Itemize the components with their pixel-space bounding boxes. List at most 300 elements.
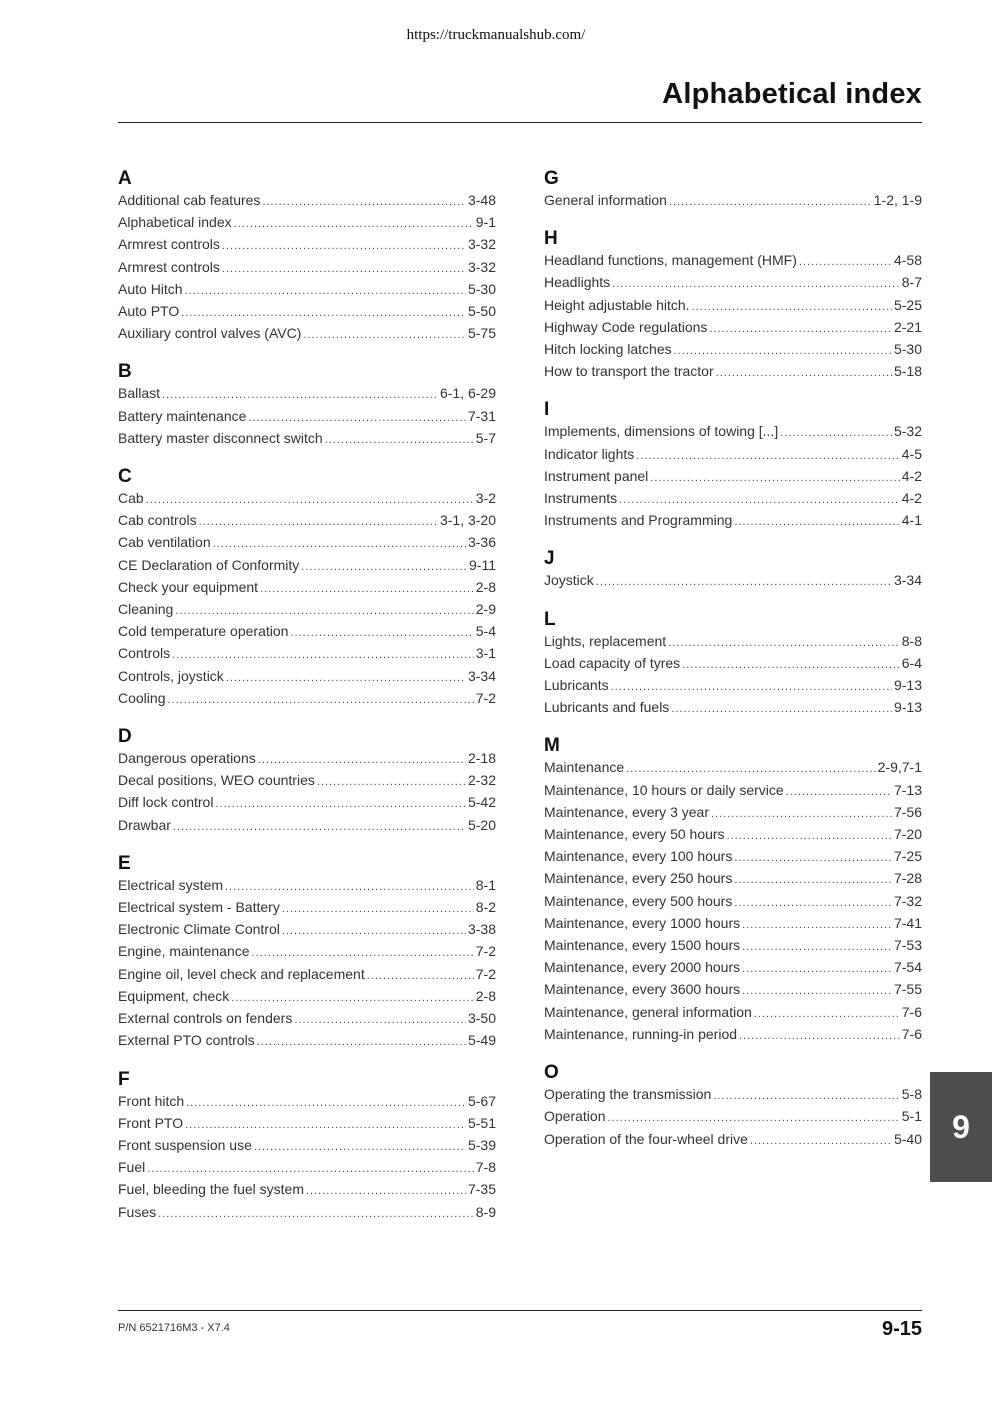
entry-label: Engine oil, level check and replacement	[118, 965, 365, 982]
dot-leader	[282, 899, 474, 919]
dot-leader	[716, 363, 892, 383]
entry-label: Equipment, check	[118, 987, 230, 1004]
entry-page: 5-32	[893, 423, 922, 440]
entry-page: 8-1	[475, 876, 496, 893]
dot-leader	[692, 297, 892, 317]
entry-label: Front hitch	[118, 1092, 185, 1109]
dot-leader	[727, 826, 892, 846]
entry-label: Highway Code regulations	[544, 318, 708, 335]
entry-label: Operation	[544, 1108, 606, 1125]
index-section-o	[544, 1062, 922, 1151]
dot-leader	[742, 937, 892, 957]
entry-page: 7-28	[893, 870, 922, 887]
entry-page: 7-6	[901, 1003, 922, 1020]
index-entry[interactable]	[544, 957, 922, 979]
entry-page: 7-2	[475, 943, 496, 960]
entry-page: 3-34	[467, 667, 496, 684]
index-entry[interactable]	[118, 621, 496, 643]
entry-page: 5-8	[901, 1086, 922, 1103]
entry-label: Instruments and Programming	[544, 512, 733, 529]
entry-page: 2-32	[467, 772, 496, 789]
section-letter: F	[118, 1068, 130, 1090]
index-entry[interactable]	[118, 748, 496, 770]
header-divider	[118, 122, 922, 123]
dot-leader	[611, 677, 892, 697]
entry-label: Operating the transmission	[544, 1086, 712, 1103]
index-entry[interactable]	[118, 279, 496, 301]
section-letter: M	[544, 735, 560, 757]
dot-leader	[222, 236, 466, 256]
entry-page: 2-9,7-1	[877, 759, 922, 776]
index-column-right	[544, 168, 922, 1167]
entry-page: 5-1	[901, 1108, 922, 1125]
entry-label: Maintenance, every 3 year	[544, 803, 709, 820]
entry-page: 2-9	[475, 601, 496, 618]
section-letter: B	[118, 361, 132, 383]
dot-leader	[317, 772, 466, 792]
index-entry[interactable]	[544, 1002, 922, 1024]
dot-leader	[709, 319, 892, 339]
index-entry[interactable]	[118, 688, 496, 710]
index-entry[interactable]	[118, 815, 496, 837]
index-section-f	[118, 1069, 496, 1224]
dot-leader	[674, 341, 892, 361]
index-entry[interactable]	[118, 577, 496, 599]
entry-page: 4-58	[893, 252, 922, 269]
index-entry[interactable]	[118, 643, 496, 665]
index-entry[interactable]	[544, 868, 922, 890]
entry-page: 5-40	[893, 1130, 922, 1147]
entry-page: 8-9	[475, 1203, 496, 1220]
entry-label: Lights, replacement	[544, 632, 667, 649]
index-entry[interactable]	[118, 428, 496, 450]
index-section-e	[118, 853, 496, 1053]
entry-page: 7-8	[475, 1159, 496, 1176]
index-entry[interactable]	[544, 631, 922, 653]
entry-label: Cab controls	[118, 512, 197, 529]
entry-page: 5-4	[475, 623, 496, 640]
entry-label: Lubricants and fuels	[544, 699, 670, 716]
index-section-g	[544, 168, 922, 212]
entry-label: Armrest controls	[118, 258, 220, 275]
index-entry[interactable]	[544, 510, 922, 532]
entry-page: 7-35	[467, 1181, 496, 1198]
entry-label: Ballast	[118, 385, 161, 402]
entry-label: Diff lock control	[118, 794, 214, 811]
dot-leader	[147, 1159, 474, 1179]
dot-leader	[742, 915, 892, 935]
dot-leader	[734, 848, 892, 868]
entry-label: Height adjustable hitch.	[544, 296, 690, 313]
entry-label: Instruments	[544, 490, 618, 507]
dot-leader	[213, 534, 466, 554]
dot-leader	[252, 943, 474, 963]
dot-leader	[636, 446, 899, 466]
entry-label: Electrical system - Battery	[118, 899, 280, 916]
index-section-h	[544, 228, 922, 383]
index-entry[interactable]	[544, 272, 922, 294]
entry-page: 2-8	[475, 987, 496, 1004]
entry-page: 2-21	[893, 318, 922, 335]
entry-label: Engine, maintenance	[118, 943, 250, 960]
entry-page: 3-48	[467, 192, 496, 208]
entry-page: 5-18	[893, 363, 922, 380]
entry-label: Drawbar	[118, 816, 171, 833]
index-entry[interactable]	[544, 250, 922, 272]
dot-leader	[226, 668, 466, 688]
dot-leader	[222, 259, 466, 279]
entry-label: Check your equipment	[118, 578, 259, 595]
index-entry[interactable]	[118, 1091, 496, 1113]
index-entry[interactable]	[118, 1008, 496, 1030]
index-entry[interactable]	[118, 190, 496, 212]
entry-page: 5-7	[475, 429, 496, 446]
index-section-m	[544, 735, 922, 1046]
dot-leader	[739, 1026, 900, 1046]
index-entry[interactable]	[118, 941, 496, 963]
index-entry[interactable]	[544, 846, 922, 868]
entry-page: 9-1	[475, 214, 496, 231]
index-entry[interactable]	[118, 383, 496, 405]
index-entry[interactable]	[544, 824, 922, 846]
dot-leader	[294, 1010, 466, 1030]
index-entry[interactable]	[118, 986, 496, 1008]
entry-page: 5-49	[467, 1032, 496, 1049]
section-letter: L	[544, 608, 556, 630]
dot-leader	[248, 408, 466, 428]
entry-label: Controls, joystick	[118, 667, 224, 684]
dot-leader	[734, 512, 899, 532]
dot-leader	[669, 192, 872, 212]
entry-page: 3-50	[467, 1010, 496, 1027]
entry-label: Load capacity of tyres	[544, 654, 681, 671]
entry-page: 2-18	[467, 750, 496, 767]
index-entry[interactable]	[118, 234, 496, 256]
entry-label: Auxiliary control valves (AVC)	[118, 325, 302, 342]
index-entry[interactable]	[118, 532, 496, 554]
index-entry[interactable]	[118, 212, 496, 234]
dot-leader	[607, 1108, 899, 1128]
index-entry[interactable]	[544, 979, 922, 1001]
index-entry[interactable]	[544, 295, 922, 317]
index-entry[interactable]	[544, 339, 922, 361]
dot-leader	[742, 959, 892, 979]
dot-leader	[282, 921, 466, 941]
dot-leader	[254, 1137, 466, 1157]
index-entry[interactable]	[544, 361, 922, 383]
page-number: 9-15	[881, 1318, 922, 1340]
index-entry[interactable]	[118, 897, 496, 919]
entry-page: 7-56	[893, 803, 922, 820]
section-letter: D	[118, 726, 132, 748]
index-column-left	[118, 168, 496, 1240]
dot-leader	[199, 512, 438, 532]
index-entry[interactable]	[544, 466, 922, 488]
index-entry[interactable]	[118, 323, 496, 345]
entry-page: 7-31	[467, 407, 496, 424]
source-url[interactable]: https://truckmanualshub.com/	[406, 27, 586, 43]
index-entry[interactable]	[544, 697, 922, 719]
entry-label: Hitch locking latches	[544, 341, 672, 358]
dot-leader	[167, 690, 473, 710]
entry-page: 4-2	[901, 490, 922, 507]
entry-label: Headlights	[544, 274, 611, 291]
dot-leader	[234, 214, 474, 234]
dot-leader	[650, 468, 899, 488]
entry-label: Controls	[118, 645, 171, 662]
index-entry[interactable]	[544, 421, 922, 443]
dot-leader	[175, 601, 474, 621]
dot-leader	[750, 1131, 892, 1151]
entry-page: 5-67	[467, 1092, 496, 1109]
entry-label: Decal positions, WEO countries	[118, 772, 315, 789]
entry-label: CE Declaration of Conformity	[118, 556, 300, 573]
index-entry[interactable]	[118, 257, 496, 279]
dot-leader	[325, 430, 474, 450]
dot-leader	[367, 966, 474, 986]
dot-leader	[301, 557, 467, 577]
index-section-d	[118, 726, 496, 837]
entry-label: Maintenance, every 100 hours	[544, 848, 733, 865]
dot-leader	[306, 1181, 466, 1201]
entry-page: 7-32	[893, 892, 922, 909]
entry-page: 3-32	[467, 236, 496, 253]
entry-page: 4-5	[901, 445, 922, 462]
dot-leader	[713, 1086, 899, 1106]
entry-page: 7-41	[893, 914, 922, 931]
entry-label: Cooling	[118, 689, 166, 706]
dot-leader	[172, 645, 474, 665]
entry-page: 3-1	[475, 645, 496, 662]
index-entry[interactable]	[544, 1129, 922, 1151]
index-section-l	[544, 609, 922, 720]
section-letter: H	[544, 228, 558, 250]
entry-page: 7-55	[893, 981, 922, 998]
entry-label: Maintenance, every 50 hours	[544, 826, 725, 843]
dot-leader	[181, 303, 466, 323]
dot-leader	[734, 893, 892, 913]
index-entry[interactable]	[118, 301, 496, 323]
entry-label: Cab ventilation	[118, 534, 211, 551]
entry-label: Cab	[118, 490, 144, 507]
index-entry[interactable]	[118, 1202, 496, 1224]
entry-page: 7-2	[475, 689, 496, 706]
entry-label: External controls on fenders	[118, 1010, 293, 1027]
index-entry[interactable]	[544, 317, 922, 339]
section-letter: C	[118, 466, 132, 488]
index-entry[interactable]	[118, 1179, 496, 1201]
dot-leader	[596, 572, 892, 592]
dot-leader	[231, 988, 473, 1008]
entry-page: 5-50	[467, 303, 496, 320]
index-entry[interactable]	[544, 1106, 922, 1128]
entry-label: Lubricants	[544, 677, 609, 694]
index-entry[interactable]	[544, 488, 922, 510]
index-section-a	[118, 168, 496, 345]
entry-label: Maintenance, general information	[544, 1003, 752, 1020]
index-entry[interactable]	[544, 802, 922, 824]
section-letter: I	[544, 399, 550, 421]
section-letter: E	[118, 852, 131, 874]
entry-label: Maintenance, every 1500 hours	[544, 937, 741, 954]
index-section-j	[544, 548, 922, 592]
entry-page: 5-30	[467, 280, 496, 297]
index-entry[interactable]	[544, 913, 922, 935]
dot-leader	[185, 1115, 466, 1135]
dot-leader	[754, 1004, 900, 1024]
entry-label: Battery maintenance	[118, 407, 247, 424]
entry-label: Maintenance	[544, 759, 625, 776]
entry-page: 3-38	[467, 921, 496, 938]
entry-label: Electronic Climate Control	[118, 921, 280, 938]
entry-page: 7-6	[901, 1025, 922, 1042]
entry-label: Maintenance, every 1000 hours	[544, 914, 741, 931]
index-section-b	[118, 361, 496, 450]
entry-label: Electrical system	[118, 876, 224, 893]
entry-page: 7-20	[893, 826, 922, 843]
entry-page: 8-8	[901, 632, 922, 649]
index-entry[interactable]	[544, 935, 922, 957]
index-entry[interactable]	[544, 757, 922, 779]
entry-page: 7-13	[893, 781, 922, 798]
index-entry[interactable]	[118, 964, 496, 986]
dot-leader	[742, 981, 892, 1001]
entry-label: Armrest controls	[118, 236, 220, 253]
entry-page: 6-1, 6-29	[439, 385, 496, 402]
entry-label: Fuel	[118, 1159, 146, 1176]
dot-leader	[671, 699, 892, 719]
entry-label: Auto PTO	[118, 303, 180, 320]
section-letter: G	[544, 168, 559, 189]
index-entry[interactable]	[118, 510, 496, 532]
entry-label: Maintenance, 10 hours or daily service	[544, 781, 784, 798]
dot-leader	[668, 633, 900, 653]
entry-page: 3-34	[893, 572, 922, 589]
entry-page: 7-54	[893, 959, 922, 976]
entry-label: Maintenance, every 250 hours	[544, 870, 733, 887]
entry-label: Fuses	[118, 1203, 157, 1220]
index-entry[interactable]	[544, 675, 922, 697]
section-letter: O	[544, 1062, 559, 1084]
entry-page: 7-25	[893, 848, 922, 865]
index-entry[interactable]	[118, 555, 496, 577]
dot-leader	[786, 782, 892, 802]
chapter-tab: 9	[930, 1072, 992, 1182]
part-number: P/N 6521716M3 - X7.4	[118, 1322, 230, 1334]
entry-page: 8-7	[901, 274, 922, 291]
entry-label: Front suspension use	[118, 1136, 252, 1153]
entry-label: Cleaning	[118, 601, 174, 618]
index-entry[interactable]	[118, 1135, 496, 1157]
index-entry[interactable]	[544, 780, 922, 802]
dot-leader	[619, 490, 900, 510]
entry-label: Maintenance, every 2000 hours	[544, 959, 741, 976]
index-entry[interactable]	[544, 1084, 922, 1106]
index-entry[interactable]	[544, 891, 922, 913]
entry-label: Maintenance, running-in period	[544, 1025, 738, 1042]
entry-page: 5-25	[893, 296, 922, 313]
index-entry[interactable]	[118, 770, 496, 792]
entry-label: Dangerous operations	[118, 750, 256, 767]
dot-leader	[711, 804, 892, 824]
index-entry[interactable]	[118, 1157, 496, 1179]
page-title: Alphabetical index	[662, 78, 922, 110]
index-entry[interactable]	[118, 599, 496, 621]
entry-label: Maintenance, every 3600 hours	[544, 981, 741, 998]
entry-page: 5-51	[467, 1114, 496, 1131]
entry-label: Joystick	[544, 572, 594, 589]
dot-leader	[186, 1093, 466, 1113]
entry-label: External PTO controls	[118, 1032, 255, 1049]
entry-page: 9-11	[469, 556, 496, 573]
dot-leader	[158, 1204, 474, 1224]
dot-leader	[734, 870, 892, 890]
entry-page: 3-32	[467, 258, 496, 275]
index-entry[interactable]	[118, 1030, 496, 1052]
entry-page: 5-42	[467, 794, 496, 811]
entry-label: Instrument panel	[544, 467, 649, 484]
dot-leader	[780, 423, 892, 443]
dot-leader	[303, 325, 466, 345]
index-entry[interactable]	[544, 570, 922, 592]
dot-leader	[173, 817, 466, 837]
entry-label: Fuel, bleeding the fuel system	[118, 1181, 304, 1198]
index-entry[interactable]	[118, 488, 496, 510]
entry-label: Additional cab features	[118, 192, 261, 208]
dot-leader	[257, 1032, 466, 1052]
dot-leader	[682, 655, 900, 675]
entry-page: 3-36	[467, 534, 496, 551]
entry-label: Operation of the four-wheel drive	[544, 1130, 748, 1147]
index-entry[interactable]	[544, 1024, 922, 1046]
entry-label: Cold temperature operation	[118, 623, 289, 640]
index-entry[interactable]	[544, 444, 922, 466]
index-entry[interactable]	[544, 653, 922, 675]
section-letter: J	[544, 548, 555, 570]
index-entry[interactable]	[118, 1113, 496, 1135]
entry-page: 7-53	[893, 937, 922, 954]
entry-page: 5-30	[893, 341, 922, 358]
entry-page: 2-8	[475, 578, 496, 595]
section-letter: A	[118, 168, 132, 189]
index-entry[interactable]	[118, 792, 496, 814]
entry-page: 9-13	[893, 699, 922, 716]
entry-label: Indicator lights	[544, 445, 635, 462]
index-entry[interactable]	[118, 875, 496, 897]
entry-page: 9-13	[893, 677, 922, 694]
dot-leader	[799, 252, 892, 272]
entry-page: 3-2	[475, 490, 496, 507]
footer-divider	[118, 1310, 922, 1311]
entry-label: Maintenance, every 500 hours	[544, 892, 733, 909]
entry-label: Front PTO	[118, 1114, 184, 1131]
dot-leader	[185, 281, 466, 301]
entry-page: 4-2	[901, 467, 922, 484]
index-entry[interactable]	[118, 919, 496, 941]
entry-page: 1-2, 1-9	[873, 192, 922, 208]
entry-page: 6-4	[901, 654, 922, 671]
dot-leader	[262, 192, 466, 212]
entry-label: General information	[544, 192, 667, 208]
index-entry[interactable]	[118, 406, 496, 428]
index-entry[interactable]	[118, 666, 496, 688]
entry-page: 5-75	[467, 325, 496, 342]
entry-label: Implements, dimensions of towing [...]	[544, 423, 779, 440]
dot-leader	[146, 490, 474, 510]
index-entry[interactable]	[544, 190, 922, 212]
entry-label: How to transport the tractor	[544, 363, 714, 380]
entry-page: 4-1	[901, 512, 922, 529]
